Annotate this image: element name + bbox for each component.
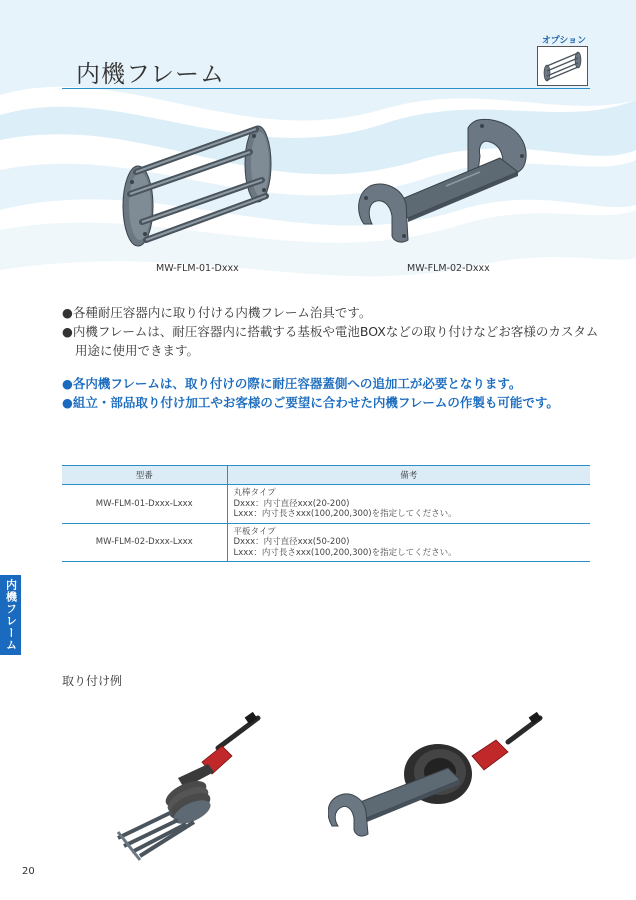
table-row — [62, 523, 590, 562]
product-caption-2: MW-FLM-02-Dxxx — [407, 263, 490, 274]
product-caption-1: MW-FLM-01-Dxxx — [156, 263, 239, 274]
description-line-3: 用途に使用できます。 — [75, 343, 200, 358]
example-label: 取り付け例 — [62, 674, 123, 688]
remark-line: Dxxx：内寸直径xxx(50-200) — [233, 537, 350, 547]
remark-line: Lxxx：内寸長さxxx(100,200,300)を指定してください。 — [233, 509, 457, 519]
header-model: 型番 — [62, 466, 227, 485]
remarks-cell — [227, 485, 590, 524]
flat-plate-frame-image — [350, 112, 540, 252]
remark-line: 平板タイプ — [233, 526, 276, 537]
header-remarks: 備考 — [227, 466, 590, 485]
note-line-2: ●組立・部品取り付け加工やお客様のご要望に合わせた内機フレームの作製も可能です。 — [62, 395, 559, 410]
remark-line: Dxxx：内寸直径xxx(20-200) — [233, 498, 350, 509]
table-header-row — [62, 466, 590, 485]
frame-thumbnail-icon — [538, 47, 587, 85]
title-rule — [62, 88, 590, 89]
model-cell: MW-FLM-02-Dxxx-Lxxx — [62, 523, 227, 562]
option-thumbnail — [537, 46, 588, 86]
note-line-1: ●各内機フレームは、取り付けの際に耐圧容器蓋側への追加工が必要となります。 — [62, 376, 522, 391]
remarks-cell — [227, 523, 590, 562]
description-line-1: ●各種耐圧容器内に取り付ける内機フレーム治具です。 — [62, 305, 372, 320]
example-image-round-bar — [110, 712, 270, 862]
page-title: 内機フレーム — [76, 60, 226, 88]
option-label: オプション — [541, 36, 587, 46]
side-section-tab[interactable]: 内機フレーム — [0, 575, 21, 655]
round-bar-frame-image — [112, 112, 282, 252]
spec-table — [62, 465, 590, 562]
table-row — [62, 485, 590, 524]
page-number: 20 — [22, 866, 35, 877]
remark-line: 丸棒タイプ — [233, 488, 276, 498]
description — [62, 303, 602, 360]
example-image-flat-plate — [328, 712, 548, 842]
description-line-2: ●内機フレームは、耐圧容器内に搭載する基板や電池BOXなどの取り付けなどお客様のカスタム — [62, 324, 599, 339]
notes — [62, 374, 602, 412]
remark-line: Lxxx：内寸長さxxx(100,200,300)を指定してください。 — [233, 547, 457, 558]
model-cell: MW-FLM-01-Dxxx-Lxxx — [62, 485, 227, 524]
